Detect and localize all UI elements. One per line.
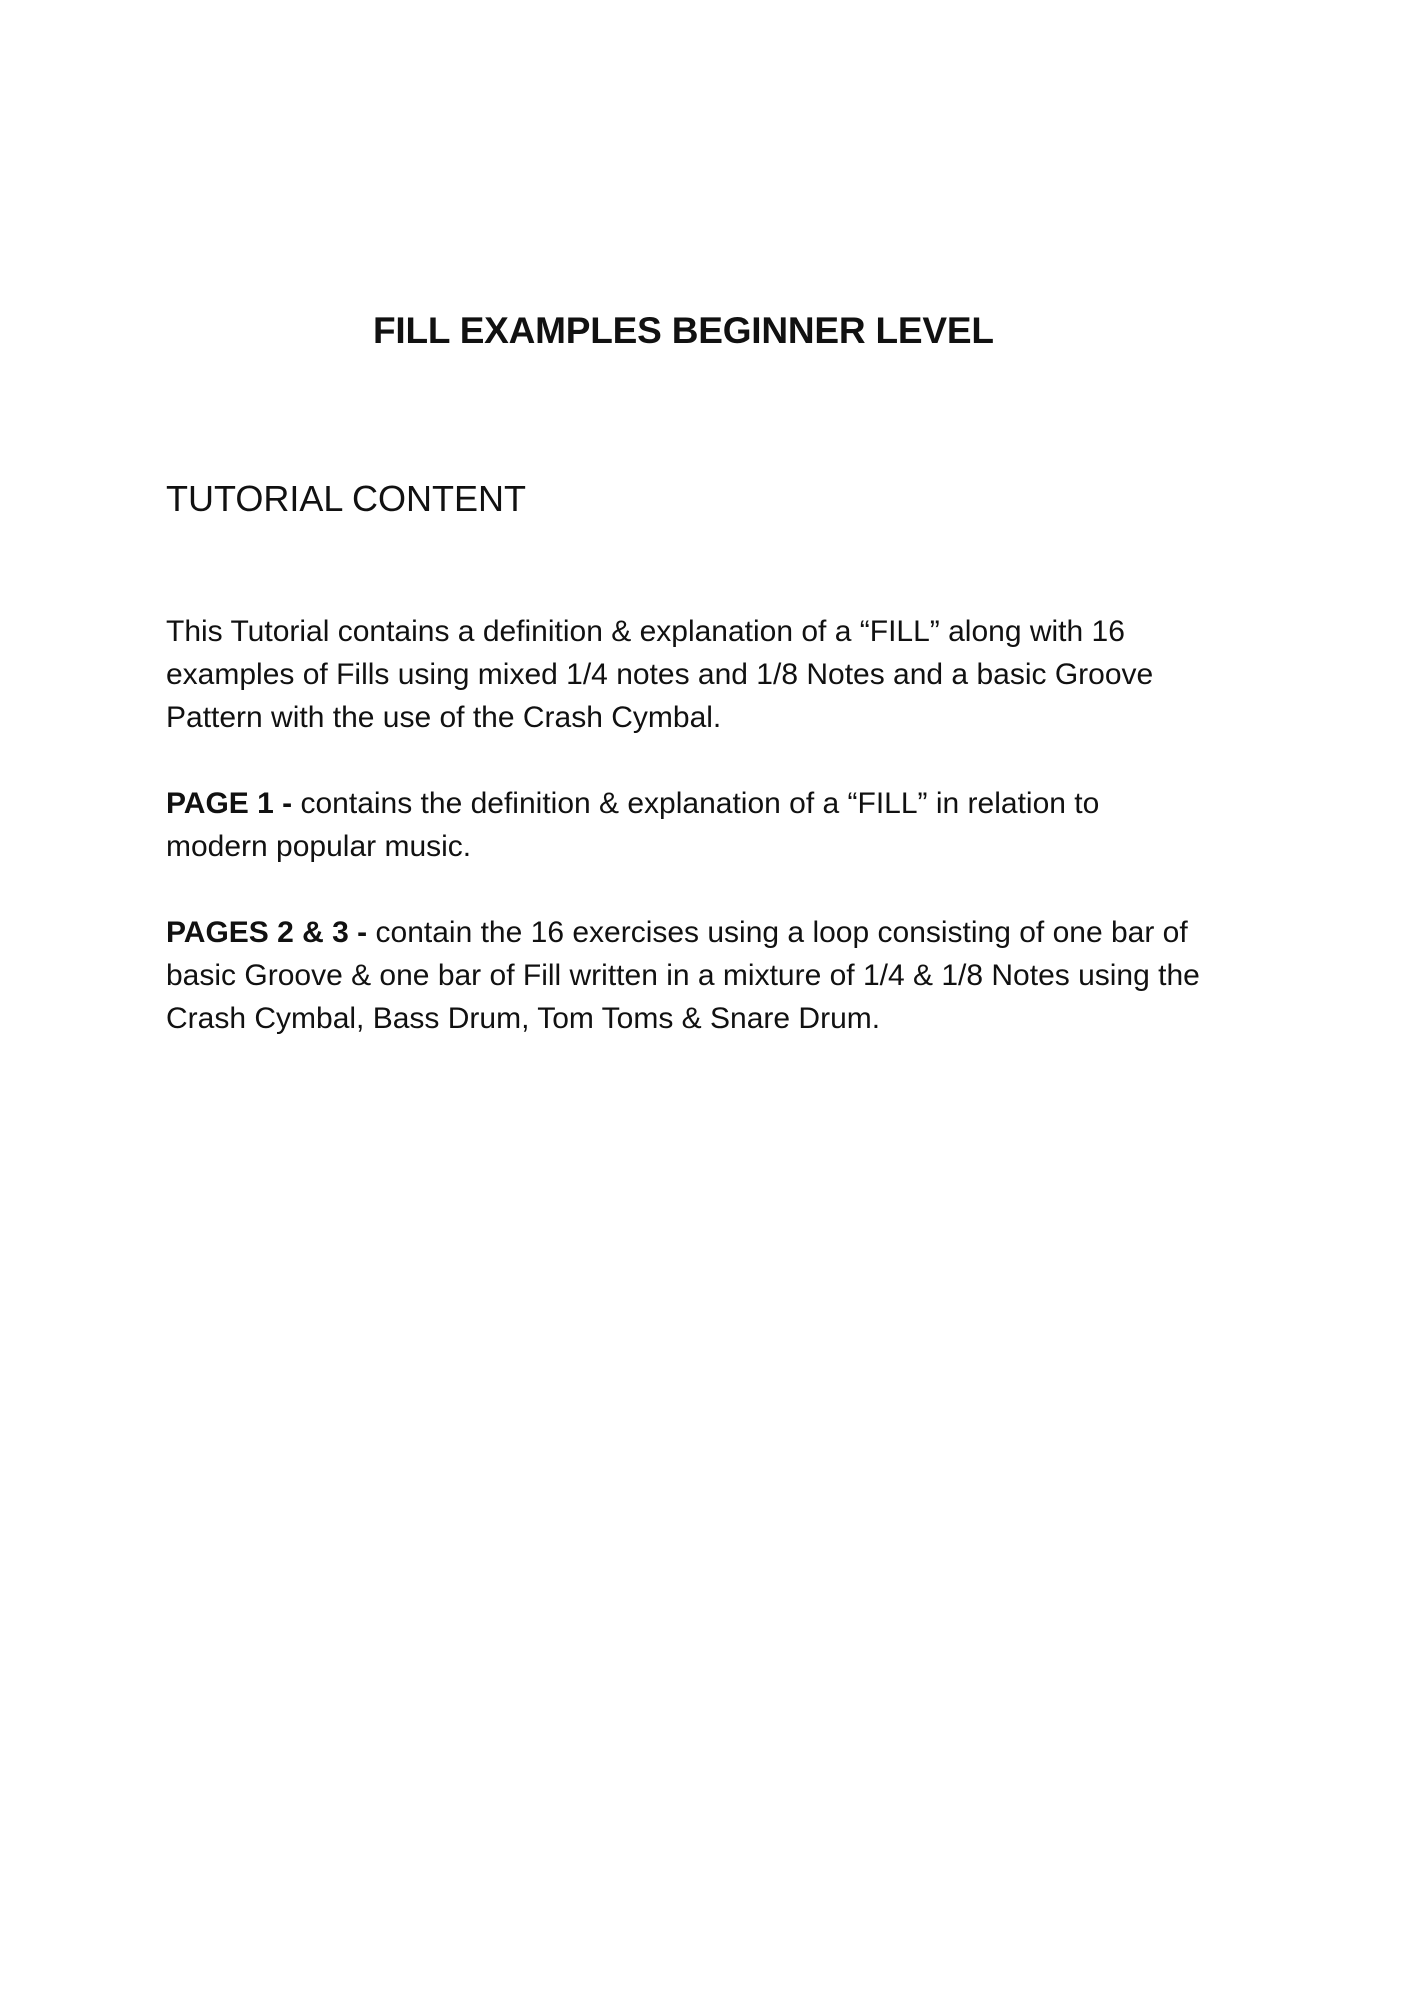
page-1-text: contains the definition & explanation of a “FILL” in relation to modern popular music. [166,787,1100,863]
intro-text: This Tutorial contains a definition & explanation of a “FILL” along with 16 examples of Fills using mixed 1/4 notes and 1/8 Notes and a basic Groove Pattern with the use of the Crash Cymbal. [166,615,1154,734]
page-title: FILL EXAMPLES BEGINNER LEVEL [373,310,994,351]
content-body [166,610,1206,1083]
page-1-paragraph [166,782,1206,868]
section-heading: TUTORIAL CONTENT [166,478,527,519]
pages-2-3-paragraph [166,911,1206,1040]
page-1-label: PAGE 1 - [166,787,293,820]
pages-2-3-label: PAGES 2 & 3 - [166,916,368,949]
intro-paragraph [166,610,1206,739]
pages-2-3-text: contain the 16 exercises using a loop consisting of one bar of basic Groove & one bar of Fill written in a mixture of 1/4 & 1/8 Notes using the Crash Cymbal, Bass Drum, Tom Toms & Snare Drum. [166,916,1200,1035]
